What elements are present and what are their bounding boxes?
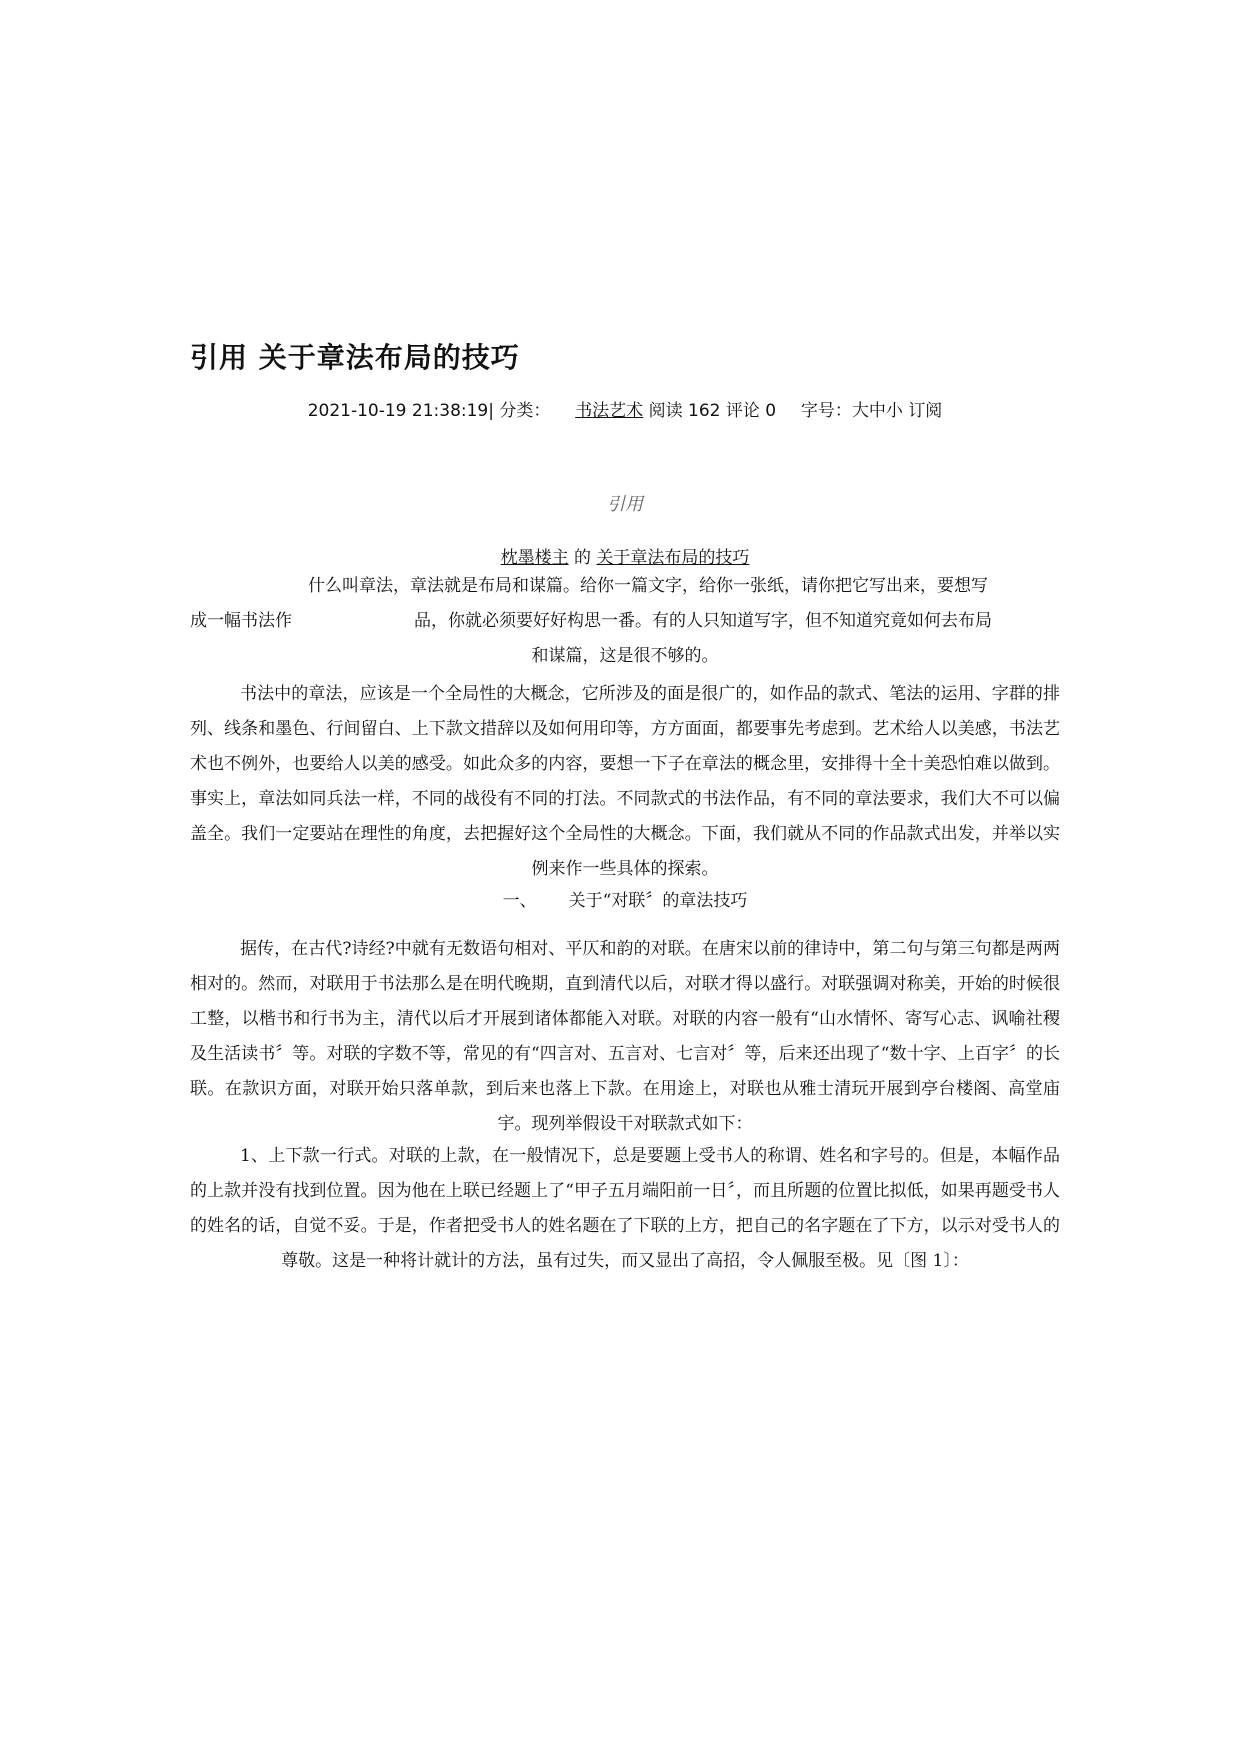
- intro-line: 和谋篇，这是很不够的。: [531, 646, 719, 666]
- category-link[interactable]: 书法艺术: [575, 401, 644, 421]
- read-label: 阅读: [648, 401, 683, 421]
- intro-paragraph: [190, 569, 1060, 674]
- category-label: 分类：: [499, 401, 551, 421]
- font-size-label: 字号：: [800, 401, 852, 421]
- section-heading: [190, 886, 1060, 911]
- subscribe-link[interactable]: 订阅: [908, 401, 943, 421]
- intro-line-part: 品，你就必须要好好构思一番。有的人只知道写字，但不知道究竟如何去布局: [414, 611, 992, 631]
- quote-article-link[interactable]: 关于章法布局的技巧: [596, 548, 750, 568]
- intro-line: 什么叫章法，章法就是布局和谋篇。给你一篇文字，给你一张纸，请你把它写出来，要想写: [308, 576, 988, 596]
- section-number: 一、: [502, 891, 537, 911]
- body-paragraph: 书法中的章法，应该是一个全局性的大概念，它所涉及的面是很广的，如作品的款式、笔法的运用、字群的排列、线条和墨色、行间留白、上下款文措辞以及如何用印等，方方面面，都要事先考虑到。艺术给人以美感，书法艺术也不例外，也要给人以美的感受。如此众多的内容，要想一下子在章法的概念里，安排得十全十美恐怕难以做到。事实上，章法如同兵法一样，不同的战役有不同的打法。不同款式的书法作品，有不同的章法要求，我们大不可以偏盖全。我们一定要站在理性的角度，去把握好这个全局性的大概念。下面，我们就从不同的作品款式出发，并举以实例来作一些具体的探索。: [190, 684, 1060, 879]
- body-paragraph: 据传，在古代?诗经?中就有无数语句相对、平仄和韵的对联。在唐宋以前的律诗中，第二句与第三句都是两两相对的。然而，对联用于书法那么是在明代晚期，直到清代以后，对联才得以盛行。对联强调对称美，开始的时候很工整，以楷书和行书为主，清代以后才开展到诸体都能入对联。对联的内容一般有“山水情怀、寄写心志、讽喻社稷及生活读书〞等。对联的字数不等，常见的有“四言对、五言对、七言对〞等，后来还出现了“数十字、上百字〞的长联。在款识方面，对联开始只落单款，到后来也落上下款。在用途上，对联也从雅士清玩开展到亭台楼阁、高堂庙宇。现列举假设干对联款式如下：: [190, 939, 1060, 1134]
- post-datetime: 2021-10-19 21:38:19|: [307, 401, 494, 421]
- section-title: 关于“对联〞的章法技巧: [568, 891, 748, 911]
- intro-line: [190, 604, 1060, 639]
- comment-count: 0: [765, 401, 777, 421]
- article-title: 引用 关于章法布局的技巧: [190, 341, 520, 374]
- quote-source: [190, 543, 1060, 568]
- article-meta: [190, 396, 1060, 421]
- read-count: 162: [688, 401, 721, 421]
- intro-line-part: 成一幅书法作: [190, 611, 292, 631]
- comment-label: 评论: [725, 401, 760, 421]
- quote-author-link[interactable]: 枕墨楼主: [500, 548, 569, 568]
- quote-of: 的: [574, 548, 591, 568]
- body-paragraph: 1、上下款一行式。对联的上款，在一般情况下，总是要题上受书人的称谓、姓名和字号的。但是，本幅作品的上款并没有找到位置。因为他在上联已经题上了“甲子五月端阳前一日〞，而且所题的位置比拟低，如果再题受书人的姓名的话，自觉不妥。于是，作者把受书人的姓名题在了下联的上方，把自己的名字题在了下方，以示对受书人的尊敬。这是一种将计就计的方法，虽有过失，而又显出了高招，令人佩服至极。见〔图 1〕：: [190, 1146, 1060, 1271]
- font-size-options[interactable]: 大中小: [851, 401, 903, 421]
- quote-label: 引用: [607, 494, 643, 515]
